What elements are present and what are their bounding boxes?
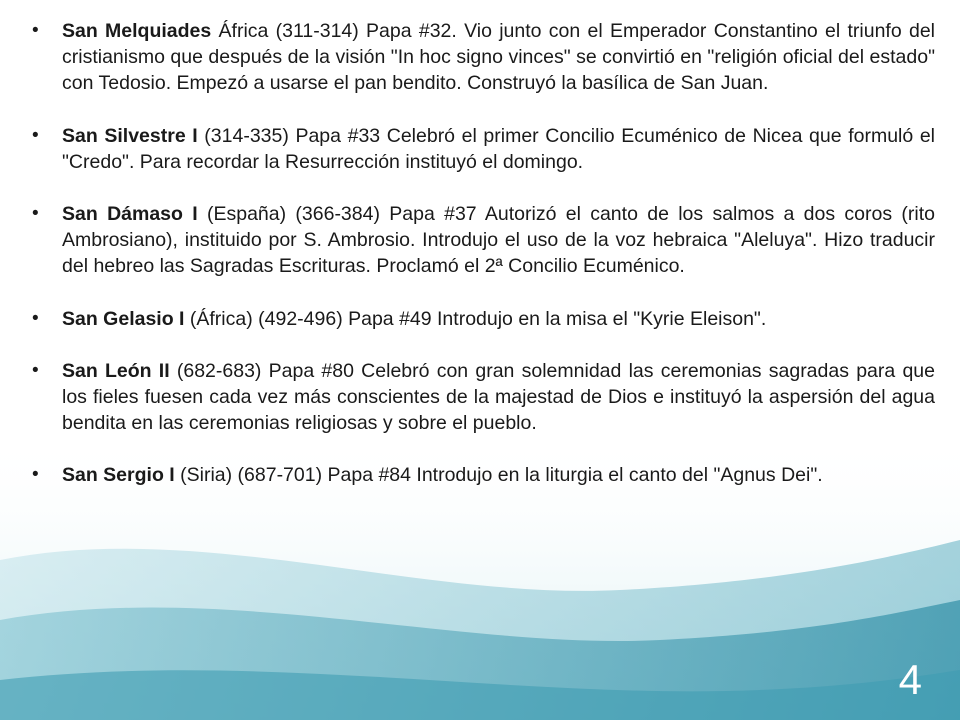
pope-description: (314-335) Papa #33 Celebró el primer Concilio Ecuménico de Nicea que formuló el "Credo". Para recordar la Resurrección instituyó el domingo. <box>62 124 935 173</box>
pope-description: (África) (492-496) Papa #49 Introdujo en la misa el "Kyrie Eleison". <box>184 307 767 330</box>
bullet-icon: • <box>32 359 39 381</box>
bullet-icon: • <box>32 124 39 146</box>
list-item <box>32 358 935 437</box>
pope-description: (682-683) Papa #80 Celebró con gran solemnidad las ceremonias sagradas para que los fieles fuesen cada vez más conscientes de la majestad de Dios e instituyó la aspersión del agua bendita en las ceremonias religiosas y sobre el pueblo. <box>62 359 935 435</box>
bullet-icon: • <box>32 307 39 329</box>
list-item <box>32 306 935 332</box>
list-item <box>32 18 935 97</box>
bullet-list <box>32 18 935 515</box>
list-item <box>32 462 935 488</box>
bullet-icon: • <box>32 203 39 225</box>
pope-name: San Dámaso I <box>62 203 198 226</box>
pope-description: (Siria) (687-701) Papa #84 Introdujo en la liturgia el canto del "Agnus Dei". <box>174 464 823 487</box>
pope-name: San Sergio I <box>62 464 175 487</box>
pope-name: San León II <box>62 359 170 382</box>
bullet-icon: • <box>32 464 39 486</box>
list-item <box>32 201 935 280</box>
pope-name: San Gelasio I <box>62 307 185 330</box>
bullet-icon: • <box>32 20 39 41</box>
pope-name: San Silvestre I <box>62 124 198 147</box>
pope-name: San Melquiades <box>62 20 212 42</box>
pope-description: (España) (366-384) Papa #37 Autorizó el canto de los salmos a dos coros (rito Ambrosiano), instituido por S. Ambrosio. Introdujo el uso de la voz hebraica "Aleluya". Hizo traducir del hebreo las Sagradas Escrituras. Proclamó el 2ª Concilio Ecuménico. <box>62 203 935 278</box>
page-number: 4 <box>898 656 922 703</box>
pope-description: África (311-314) Papa #32. Vio junto con el Emperador Constantino el triunfo del cristianismo que después de la visión "In hoc signo vinces" se convirtió en "religión oficial del estado" con Tedosio. Empezó a usarse el pan bendito. Construyó la basílica de San Juan. <box>62 20 935 95</box>
list-item <box>32 123 935 175</box>
